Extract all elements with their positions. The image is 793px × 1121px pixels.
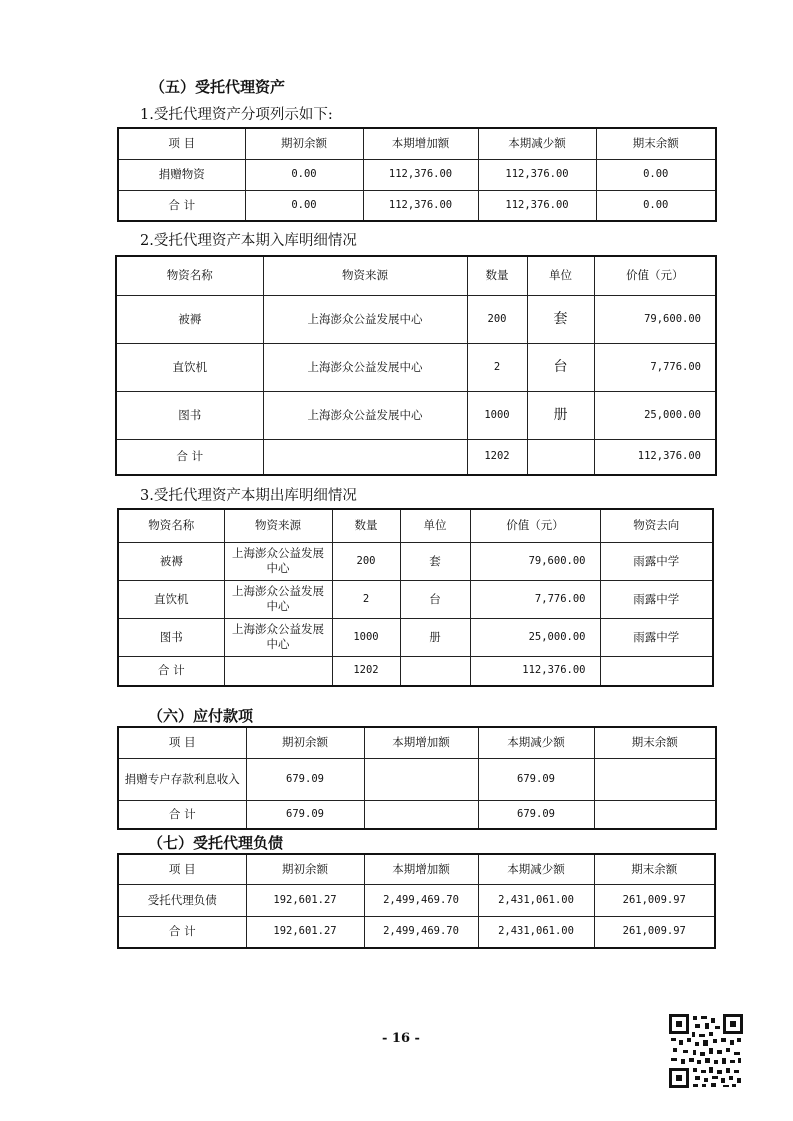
- subsection-3-title: 3.受托代理资产本期出库明细情况: [140, 488, 357, 504]
- header-cell: 本期增加额: [364, 854, 478, 884]
- header-cell: 项 目: [118, 128, 245, 159]
- page-number: - 16 -: [382, 1031, 420, 1046]
- header-cell: 期初余额: [246, 854, 364, 884]
- cell: 上海澎众公益发展中心: [263, 295, 467, 343]
- cell: 上海澎众公益发展中心: [224, 618, 332, 656]
- cell: 被褥: [118, 542, 224, 580]
- header-cell: 价值（元）: [470, 509, 600, 542]
- cell: 2: [332, 580, 400, 618]
- cell: 图书: [118, 618, 224, 656]
- cell: [527, 439, 594, 475]
- cell: 0.00: [245, 159, 363, 190]
- cell: 2,499,469.70: [364, 884, 478, 916]
- cell: 112,376.00: [478, 159, 596, 190]
- cell: 捐赠专户存款利息收入: [118, 758, 246, 800]
- table-agency-liabilities: [117, 853, 716, 949]
- cell: [364, 800, 478, 829]
- cell: [600, 656, 713, 686]
- cell: 2,431,061.00: [478, 884, 594, 916]
- table-header-row: [118, 128, 716, 159]
- cell: 台: [400, 580, 470, 618]
- cell: 上海澎众公益发展中心: [224, 580, 332, 618]
- cell: 112,376.00: [470, 656, 600, 686]
- header-cell: 单位: [527, 256, 594, 295]
- cell: 200: [332, 542, 400, 580]
- cell: 679.09: [478, 800, 594, 829]
- cell: 雨露中学: [600, 618, 713, 656]
- table-outbound-details: [117, 508, 714, 687]
- cell: 679.09: [246, 800, 364, 829]
- table-total-row: [116, 439, 716, 475]
- header-cell: 本期增加额: [363, 128, 478, 159]
- cell: 套: [527, 295, 594, 343]
- cell: 合 计: [118, 800, 246, 829]
- cell: 上海澎众公益发展中心: [224, 542, 332, 580]
- subsection-2-title: 2.受托代理资产本期入库明细情况: [140, 233, 357, 249]
- cell: 0.00: [245, 190, 363, 221]
- cell: 上海澎众公益发展中心: [263, 343, 467, 391]
- table-row: [118, 884, 715, 916]
- table-row: [118, 542, 713, 580]
- cell: 0.00: [596, 190, 716, 221]
- cell: 7,776.00: [594, 343, 716, 391]
- header-cell: 期末余额: [594, 854, 715, 884]
- table-row: [116, 343, 716, 391]
- cell: 679.09: [246, 758, 364, 800]
- cell: 112,376.00: [594, 439, 716, 475]
- cell: 112,376.00: [363, 159, 478, 190]
- table-header-row: [118, 854, 715, 884]
- cell: 雨露中学: [600, 542, 713, 580]
- cell: 192,601.27: [246, 916, 364, 948]
- header-cell: 单位: [400, 509, 470, 542]
- section-6-title: （六）应付款项: [148, 707, 254, 725]
- cell: 册: [527, 391, 594, 439]
- table-row: [118, 159, 716, 190]
- cell: 25,000.00: [594, 391, 716, 439]
- cell: 25,000.00: [470, 618, 600, 656]
- table-header-row: [118, 727, 716, 758]
- table-total-row: [118, 800, 716, 829]
- table-row: [118, 758, 716, 800]
- header-cell: 物资名称: [118, 509, 224, 542]
- section-5-title: （五）受托代理资产: [150, 78, 286, 96]
- cell: 2,499,469.70: [364, 916, 478, 948]
- cell: 捐赠物资: [118, 159, 245, 190]
- table-payables: [117, 726, 717, 830]
- header-cell: 期末余额: [594, 727, 716, 758]
- table-asset-items: [117, 127, 717, 222]
- cell: 2,431,061.00: [478, 916, 594, 948]
- cell: 被褥: [116, 295, 263, 343]
- cell: 1000: [467, 391, 527, 439]
- header-cell: 本期增加额: [364, 727, 478, 758]
- header-cell: 本期减少额: [478, 727, 594, 758]
- qr-code: [667, 1012, 745, 1090]
- cell: 合 计: [118, 190, 245, 221]
- cell: 112,376.00: [363, 190, 478, 221]
- cell: 200: [467, 295, 527, 343]
- header-cell: 本期减少额: [478, 854, 594, 884]
- table-total-row: [118, 656, 713, 686]
- cell: [263, 439, 467, 475]
- cell: 7,776.00: [470, 580, 600, 618]
- cell: 1202: [332, 656, 400, 686]
- header-cell: 数量: [332, 509, 400, 542]
- cell: 192,601.27: [246, 884, 364, 916]
- cell: 261,009.97: [594, 884, 715, 916]
- cell: 受托代理负债: [118, 884, 246, 916]
- cell: 合 计: [118, 656, 224, 686]
- cell: 0.00: [596, 159, 716, 190]
- cell: 上海澎众公益发展中心: [263, 391, 467, 439]
- cell: 79,600.00: [594, 295, 716, 343]
- header-cell: 期初余额: [245, 128, 363, 159]
- header-cell: 物资名称: [116, 256, 263, 295]
- header-cell: 物资去向: [600, 509, 713, 542]
- cell: 1202: [467, 439, 527, 475]
- table-header-row: [116, 256, 716, 295]
- header-cell: 本期减少额: [478, 128, 596, 159]
- cell: 合 计: [116, 439, 263, 475]
- cell: 79,600.00: [470, 542, 600, 580]
- table-row: [118, 618, 713, 656]
- header-cell: 期初余额: [246, 727, 364, 758]
- cell: 册: [400, 618, 470, 656]
- cell: [224, 656, 332, 686]
- header-cell: 价值（元）: [594, 256, 716, 295]
- cell: 1000: [332, 618, 400, 656]
- section-7-title: （七）受托代理负债: [148, 834, 284, 852]
- subsection-1-title: 1.受托代理资产分项列示如下:: [140, 107, 333, 123]
- cell: 直饮机: [118, 580, 224, 618]
- cell: 台: [527, 343, 594, 391]
- cell: 261,009.97: [594, 916, 715, 948]
- cell: 2: [467, 343, 527, 391]
- cell: 套: [400, 542, 470, 580]
- cell: 112,376.00: [478, 190, 596, 221]
- table-inbound-details: [115, 255, 717, 476]
- header-cell: 物资来源: [263, 256, 467, 295]
- cell: 图书: [116, 391, 263, 439]
- cell: 雨露中学: [600, 580, 713, 618]
- header-cell: 物资来源: [224, 509, 332, 542]
- table-header-row: [118, 509, 713, 542]
- header-cell: 项 目: [118, 727, 246, 758]
- cell: 合 计: [118, 916, 246, 948]
- cell: [594, 758, 716, 800]
- table-row: [118, 580, 713, 618]
- cell: 直饮机: [116, 343, 263, 391]
- table-row: [116, 295, 716, 343]
- cell: [364, 758, 478, 800]
- table-row: [118, 190, 716, 221]
- cell: [400, 656, 470, 686]
- table-row: [116, 391, 716, 439]
- header-cell: 期末余额: [596, 128, 716, 159]
- header-cell: 数量: [467, 256, 527, 295]
- cell: [594, 800, 716, 829]
- header-cell: 项 目: [118, 854, 246, 884]
- table-total-row: [118, 916, 715, 948]
- cell: 679.09: [478, 758, 594, 800]
